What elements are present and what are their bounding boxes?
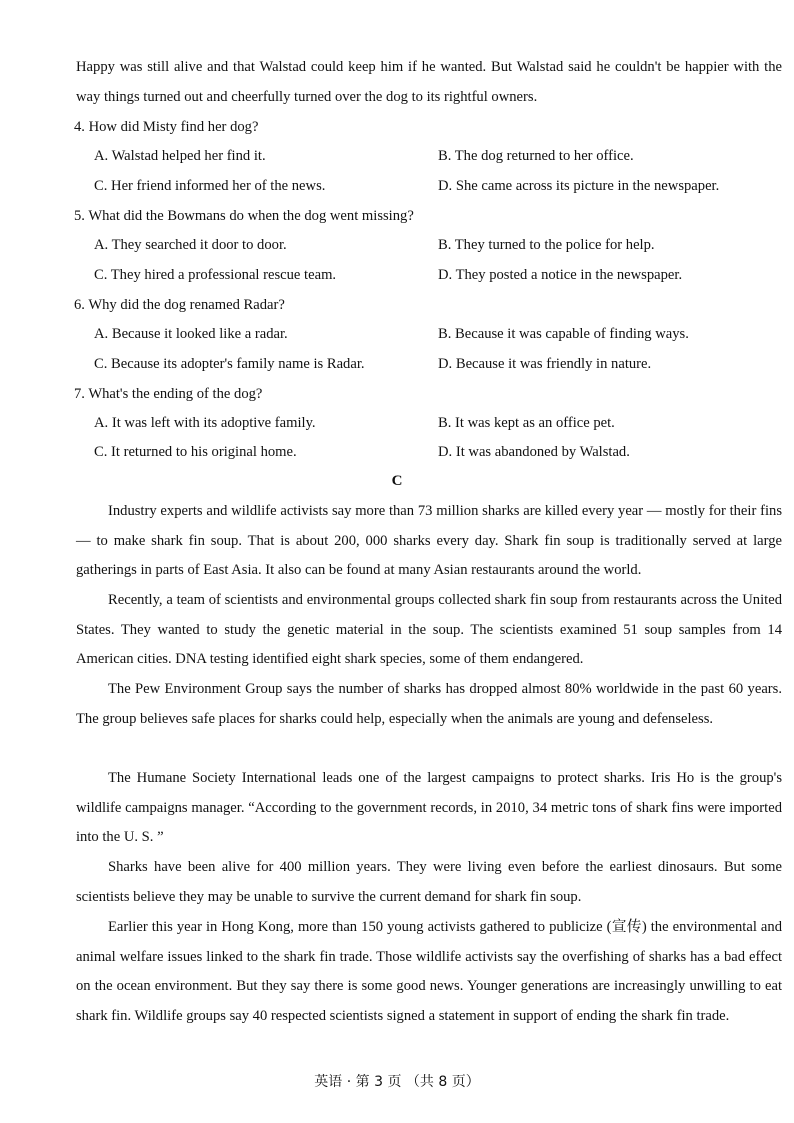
question-6-option-a: A. Because it looked like a radar. bbox=[94, 326, 288, 342]
section-c-heading: C bbox=[391, 473, 403, 489]
question-6-options-row-2 bbox=[94, 350, 784, 380]
question-5-option-c: C. They hired a professional rescue team. bbox=[94, 267, 337, 283]
question-5-option-a: A. They searched it door to door. bbox=[94, 237, 287, 253]
section-c-paragraph-5: Sharks have been alive for 400 million years. They were living even before the earliest dinosaurs. But some scientists believe they may be unable to survive the current demand for shark fin soup. bbox=[76, 859, 782, 905]
question-6-option-c: C. Because its adopter's family name is Radar. bbox=[94, 356, 365, 372]
question-4-option-a: A. Walstad helped her find it. bbox=[94, 148, 266, 164]
section-c-paragraph-2: Recently, a team of scientists and environmental groups collected shark fin soup from restaurants across the United States. They wanted to study the genetic material in the soup. The scientists examined 51 soup samples from 14 American cities. DNA testing identified eight shark species, some of them endangered. bbox=[76, 592, 782, 668]
question-5-option-d: D. They posted a notice in the newspaper. bbox=[438, 267, 683, 283]
question-4-options-row-1 bbox=[94, 142, 784, 172]
question-7-options-row-2 bbox=[94, 438, 784, 468]
question-7-options-row-1 bbox=[94, 409, 784, 439]
question-7-option-b: B. It was kept as an office pet. bbox=[438, 415, 615, 431]
section-c-paragraph-4: The Humane Society International leads one of the largest campaigns to protect sharks. Iris Ho is the group's wildlife campaigns manager. “According to the government records, in 2010, 34 metric tons of shark fins were imported into the U. S. ” bbox=[76, 770, 782, 846]
question-6-stem: 6. Why did the dog renamed Radar? bbox=[74, 297, 285, 313]
question-6-options-row-1 bbox=[94, 320, 784, 350]
section-c-paragraph-6: Earlier this year in Hong Kong, more than 150 young activists gathered to publicize (宣传) the environmental and animal welfare issues linked to the shark fin trade. Those wildlife activists say the overfishing of sharks has a bad effect on the ocean environment. But they say there is some good news. Younger generations are increasingly unwilling to eat shark fin. Wildlife groups say 40 respected scientists signed a statement in support of ending the shark fin trade. bbox=[76, 919, 782, 1024]
question-5-option-b: B. They turned to the police for help. bbox=[438, 237, 655, 253]
question-7-option-a: A. It was left with its adoptive family. bbox=[94, 415, 316, 431]
question-5-stem: 5. What did the Bowmans do when the dog went missing? bbox=[74, 208, 414, 224]
question-6-option-b: B. Because it was capable of finding ways. bbox=[438, 326, 689, 342]
passage-b-tail: Happy was still alive and that Walstad could keep him if he wanted. But Walstad said he couldn't be happier with the way things turned out and cheerfully turned over the dog to its rightful owners. bbox=[76, 59, 782, 105]
question-5-options-row-1 bbox=[94, 231, 784, 261]
question-7-option-d: D. It was abandoned by Walstad. bbox=[438, 444, 630, 460]
question-4-option-c: C. Her friend informed her of the news. bbox=[94, 178, 326, 194]
question-4-options-row-2 bbox=[94, 172, 784, 202]
question-5-options-row-2 bbox=[94, 261, 784, 291]
question-4-stem: 4. How did Misty find her dog? bbox=[74, 119, 259, 135]
question-6-option-d: D. Because it was friendly in nature. bbox=[438, 356, 652, 372]
section-c-paragraph-3: The Pew Environment Group says the number of sharks has dropped almost 80% worldwide in the past 60 years. The group believes safe places for sharks could help, especially when the animals are young and defenseless. bbox=[76, 681, 782, 727]
question-4-option-b: B. The dog returned to her office. bbox=[438, 148, 634, 164]
question-7-stem: 7. What's the ending of the dog? bbox=[74, 386, 263, 402]
page-footer: 英语 · 第 3 页 （共 8 页） bbox=[314, 1074, 480, 1090]
question-7-option-c: C. It returned to his original home. bbox=[94, 444, 297, 460]
section-c-paragraph-1: Industry experts and wildlife activists say more than 73 million sharks are killed every year — mostly for their fins — to make shark fin soup. That is about 200, 000 sharks every day. Shark fin soup is traditionally served at large gatherings in parts of East Asia. It also can be found at many Asian restaurants around the world. bbox=[76, 503, 782, 579]
question-4-option-d: D. She came across its picture in the newspaper. bbox=[438, 178, 720, 194]
